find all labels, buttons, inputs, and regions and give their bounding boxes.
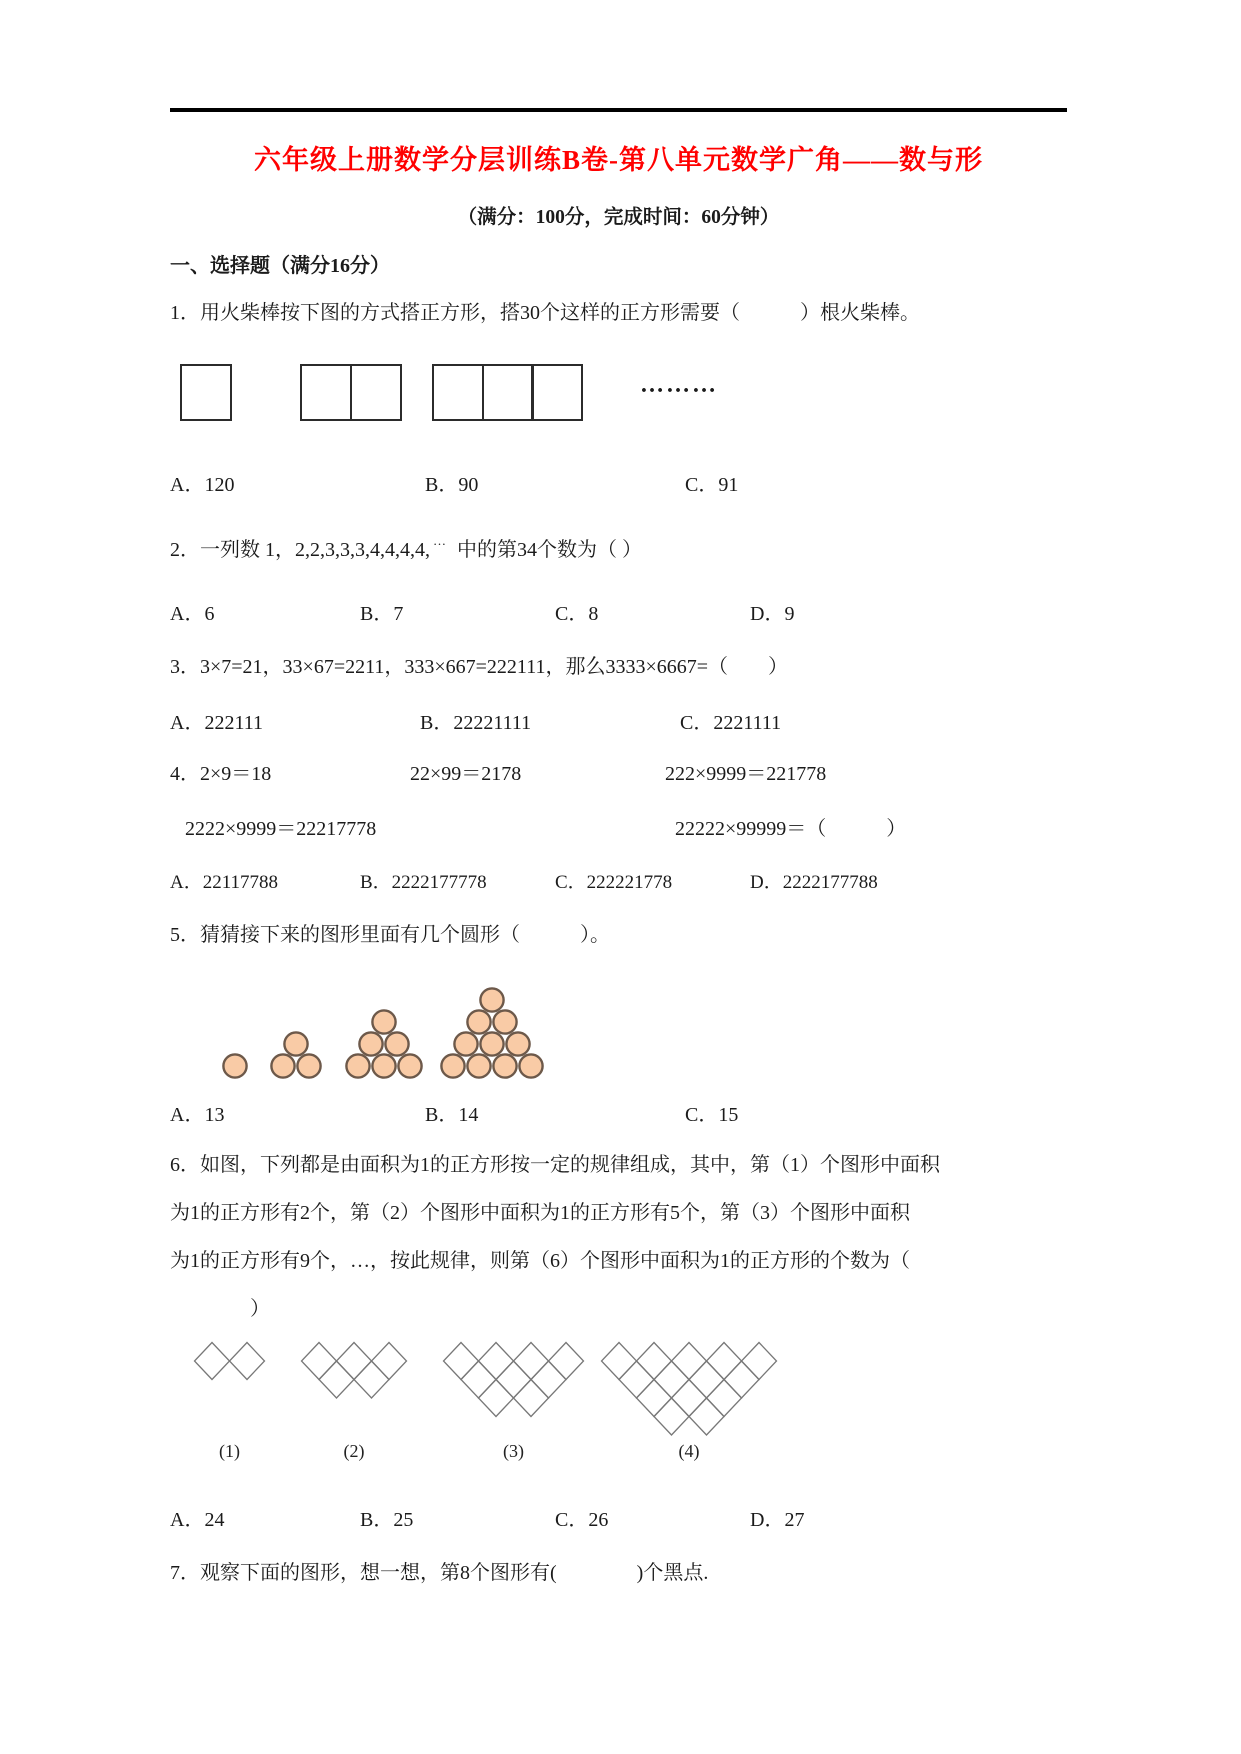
q4-option-c: C．222221778	[555, 872, 673, 893]
page-content	[170, 108, 1067, 1588]
diamond-figure-2-svg	[300, 1341, 408, 1400]
q4-option-a: A．22117788	[170, 872, 279, 893]
matchstick-figure	[170, 364, 1067, 426]
q4-eq-2: 22×99＝2178	[410, 763, 522, 785]
q4-option-d: D．2222177788	[750, 872, 878, 893]
diamond-figure-3	[442, 1341, 585, 1461]
q3-option-b: B．22221111	[420, 712, 532, 734]
square-cell	[482, 364, 534, 421]
square-cell	[432, 364, 484, 421]
diamond-figure-1-svg	[193, 1341, 266, 1381]
diamond-figure-4	[600, 1341, 778, 1461]
diamond-figure-1	[193, 1341, 266, 1461]
circle-pyramids-svg	[170, 960, 730, 1092]
q2-option-b: B．7	[360, 603, 404, 625]
q4-eq-1: 4．2×9＝18	[170, 763, 272, 785]
q6-line-2: 为1的正方形有2个，第（2）个图形中面积为1的正方形有5个，第（3）个图形中面积	[170, 1202, 910, 1224]
square-cell	[531, 364, 583, 421]
question-5-options	[170, 1098, 1067, 1127]
section-heading: 一、选择题（满分16分）	[170, 255, 390, 277]
exam-subtitle: （满分：100分，完成时间：60分钟）	[457, 207, 780, 228]
q2-option-c: C．8	[555, 603, 599, 625]
diamond-label-2: (2)	[343, 1441, 365, 1461]
question-6-text	[170, 1141, 1067, 1333]
q1-option-a: A．120	[170, 474, 235, 496]
question-5-text: 5．猜猜接下来的图形里面有几个圆形（ ）。	[170, 924, 610, 946]
q1-option-c: C．91	[685, 474, 739, 496]
q3-option-a: A．222111	[170, 712, 263, 734]
question-2-text	[170, 531, 1067, 565]
diamond-figures	[170, 1341, 1067, 1481]
question-4-equations-line2	[170, 812, 1067, 841]
q4-eq-3: 222×9999＝221778	[665, 763, 827, 785]
question-7-text: 7．观察下面的图形，想一想，第8个图形有( )个黑点.	[170, 1562, 709, 1584]
q2-text-pre: 2．一列数 1，2,2,3,3,3,4,4,4,4,	[170, 539, 430, 561]
question-3-options	[170, 706, 1067, 735]
q3-option-c: C．2221111	[680, 712, 782, 734]
ellipsis-dots: ………	[640, 372, 718, 398]
q4-option-b: B．2222177778	[360, 872, 487, 893]
question-1-text: 1．用火柴棒按下图的方式搭正方形，搭30个这样的正方形需要（ ）根火柴棒。	[170, 302, 920, 324]
q6-option-a: A．24	[170, 1509, 225, 1531]
diamond-figure-3-svg	[442, 1341, 585, 1418]
q5-option-b: B．14	[425, 1104, 479, 1126]
q6-option-b: B．25	[360, 1509, 414, 1531]
question-3-text: 3．3×7=21，33×67=2211，333×667=222111，那么3333×6667=（ ）	[170, 656, 789, 678]
square-cell	[300, 364, 352, 421]
diamond-label-1: (1)	[219, 1441, 240, 1461]
q1-option-b: B．90	[425, 474, 479, 496]
matchstick-group-3	[432, 364, 583, 421]
q2-option-a: A．6	[170, 603, 215, 625]
question-2-options	[170, 597, 1067, 626]
matchstick-group-2	[300, 364, 402, 421]
q5-option-c: C．15	[685, 1104, 739, 1126]
question-1-options	[170, 468, 1067, 497]
q4-eq-4: 2222×9999＝22217778	[185, 818, 377, 840]
q6-line-1: 6．如图，下列都是由面积为1的正方形按一定的规律组成，其中，第（1）个图形中面积	[170, 1154, 940, 1176]
square-cell	[180, 364, 232, 421]
diamond-figure-4-svg	[600, 1341, 778, 1437]
header-rule	[170, 108, 1067, 112]
q6-line-4: ）	[170, 1298, 270, 1320]
q5-option-a: A．13	[170, 1104, 225, 1126]
diamond-label-3: (3)	[503, 1441, 524, 1461]
question-4-equations-line1	[170, 757, 1067, 786]
page-title: 六年级上册数学分层训练B卷-第八单元数学广角——数与形	[254, 145, 983, 175]
circle-pyramids-figure	[170, 960, 1067, 1092]
q6-option-d: D．27	[750, 1509, 805, 1531]
q6-option-c: C．26	[555, 1509, 609, 1531]
q4-eq-5: 22222×99999＝（ ）	[675, 818, 907, 840]
square-cell	[350, 364, 402, 421]
diamond-label-4: (4)	[678, 1441, 700, 1461]
question-4-options	[170, 867, 1067, 894]
q2-sup-dots: …	[433, 533, 447, 548]
question-6-options	[170, 1503, 1067, 1532]
matchstick-group-1	[180, 364, 232, 421]
diamond-figure-2	[300, 1341, 408, 1461]
q2-option-d: D．9	[750, 603, 795, 625]
q6-line-3: 为1的正方形有9个，…，按此规律，则第（6）个图形中面积为1的正方形的个数为（	[170, 1250, 910, 1272]
q2-text-post: 中的第34个数为（ ）	[457, 539, 642, 561]
